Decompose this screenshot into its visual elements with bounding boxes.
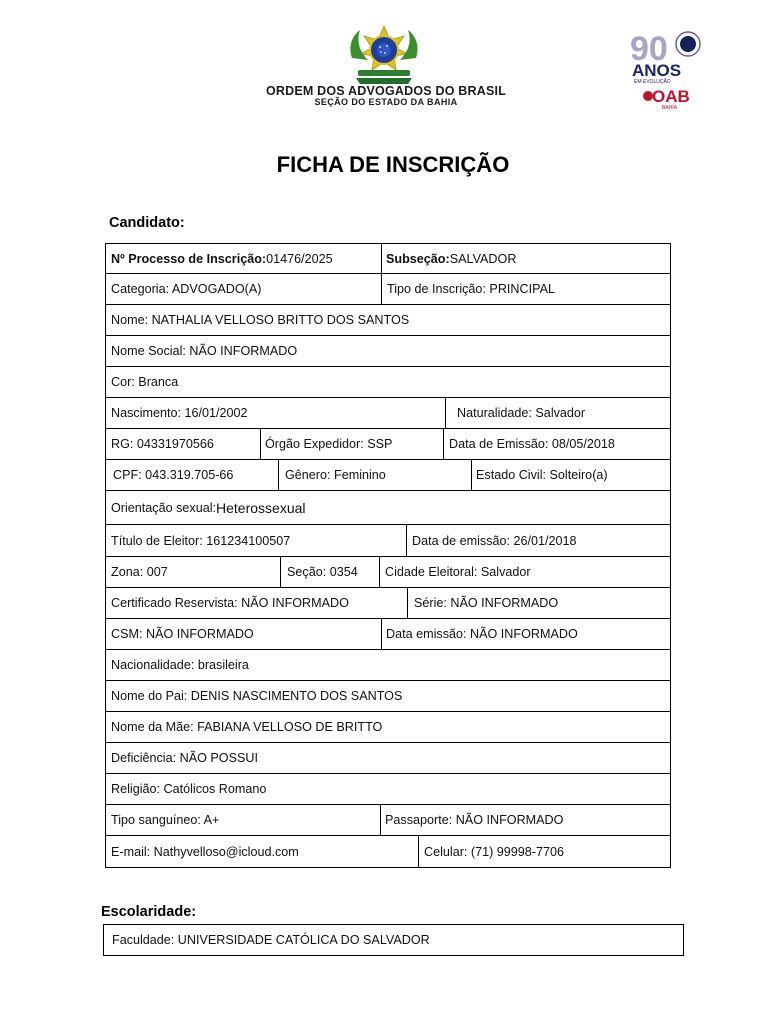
row-nacionalidade bbox=[105, 650, 671, 681]
row-nome-pai bbox=[105, 681, 671, 712]
serie: Série: NÃO INFORMADO bbox=[407, 588, 558, 618]
religiao: Religião: Católicos Romano bbox=[111, 782, 267, 796]
cpf: CPF: 043.319.705-66 bbox=[113, 468, 234, 482]
celular: Celular: (71) 99998-7706 bbox=[418, 836, 564, 867]
faculdade: Faculdade: UNIVERSIDADE CATÓLICA DO SALVADOR bbox=[103, 924, 684, 956]
row-rg bbox=[105, 429, 671, 460]
orientacao-cell bbox=[106, 491, 306, 524]
titulo-eleitor: Título de Eleitor: 161234100507 bbox=[111, 533, 291, 548]
row-deficiencia bbox=[105, 743, 671, 774]
row-nome-social bbox=[105, 336, 671, 367]
data-emissao-csm: Data emissão: NÃO INFORMADO bbox=[381, 619, 578, 649]
naturalidade: Naturalidade: Salvador bbox=[445, 398, 585, 428]
oab-90-anos-logo bbox=[628, 26, 712, 112]
processo-cell bbox=[106, 244, 382, 273]
rg: RG: 04331970566 bbox=[111, 437, 214, 451]
row-csm bbox=[105, 619, 671, 650]
orgao-expedidor: Órgão Expedidor: SSP bbox=[260, 429, 392, 459]
genero: Gênero: Feminino bbox=[278, 460, 386, 490]
email: E-mail: Nathyvelloso@icloud.com bbox=[111, 844, 299, 859]
row-titulo-eleitor bbox=[105, 525, 671, 557]
zona: Zona: 007 bbox=[111, 565, 168, 579]
brazil-coat-of-arms-logo bbox=[338, 24, 430, 86]
row-orientacao bbox=[105, 491, 671, 525]
escolaridade-heading: Escolaridade: bbox=[101, 904, 197, 920]
org-section: SEÇÃO DO ESTADO DA BAHIA bbox=[314, 97, 458, 107]
logo-oab: OAB bbox=[652, 87, 690, 106]
row-categoria bbox=[105, 274, 671, 305]
row-nome bbox=[105, 305, 671, 336]
categoria: Categoria: ADVOGADO(A) bbox=[111, 282, 262, 296]
row-cpf bbox=[105, 460, 671, 491]
estado-civil: Estado Civil: Solteiro(a) bbox=[471, 460, 608, 490]
data-emissao-rg: Data de Emissão: 08/05/2018 bbox=[443, 429, 615, 459]
logo-evolucao: EM EVOLUÇÃO bbox=[634, 79, 671, 85]
secao: Seção: 0354 bbox=[280, 557, 358, 587]
logo-number: 90 bbox=[630, 30, 668, 68]
row-nome-mae bbox=[105, 712, 671, 743]
row-email bbox=[105, 836, 671, 868]
nome: Nome: NATHALIA VELLOSO BRITTO DOS SANTOS bbox=[111, 313, 410, 327]
logo-anos: ANOS bbox=[632, 61, 682, 80]
nome-pai: Nome do Pai: DENIS NASCIMENTO DOS SANTOS bbox=[111, 689, 403, 703]
row-reservista bbox=[105, 588, 671, 619]
subsecao-cell bbox=[381, 244, 516, 273]
org-name: ORDEM DOS ADVOGADOS DO BRASIL bbox=[265, 84, 507, 98]
data-emissao-titulo: Data de emissão: 26/01/2018 bbox=[406, 525, 577, 556]
row-religiao bbox=[105, 774, 671, 805]
row-processo bbox=[105, 243, 671, 274]
row-zona bbox=[105, 557, 671, 588]
processo-label: Nº Processo de Inscrição: bbox=[111, 251, 267, 266]
row-cor bbox=[105, 367, 671, 398]
candidato-heading: Candidato: bbox=[109, 215, 185, 231]
subsecao-value: SALVADOR bbox=[449, 251, 517, 266]
nacionalidade: Nacionalidade: brasileira bbox=[111, 658, 249, 672]
subsecao-label: Subseção: bbox=[386, 251, 450, 266]
row-nascimento bbox=[105, 398, 671, 429]
processo-value: 01476/2025 bbox=[266, 251, 333, 266]
logo-bahia: BAHIA bbox=[662, 105, 678, 111]
orientacao-value: Heterossexual bbox=[216, 499, 306, 516]
orientacao-label: Orientação sexual: bbox=[111, 500, 217, 515]
certificado-reservista: Certificado Reservista: NÃO INFORMADO bbox=[111, 596, 349, 610]
row-tipo-sanguineo bbox=[105, 805, 671, 836]
tipo-sanguineo: Tipo sanguíneo: A+ bbox=[111, 813, 220, 827]
csm: CSM: NÃO INFORMADO bbox=[111, 627, 254, 641]
tipo-inscricao: Tipo de Inscrição: PRINCIPAL bbox=[381, 274, 555, 304]
nome-mae: Nome da Mãe: FABIANA VELLOSO DE BRITTO bbox=[111, 720, 383, 734]
nome-social: Nome Social: NÃO INFORMADO bbox=[111, 344, 298, 358]
page-title: FICHA DE INSCRIÇÃO bbox=[276, 152, 510, 177]
nascimento: Nascimento: 16/01/2002 bbox=[111, 406, 248, 420]
cidade-eleitoral: Cidade Eleitoral: Salvador bbox=[379, 557, 531, 587]
passaporte: Passaporte: NÃO INFORMADO bbox=[380, 805, 563, 835]
deficiencia: Deficiência: NÃO POSSUI bbox=[111, 751, 258, 765]
cor: Cor: Branca bbox=[111, 375, 179, 389]
